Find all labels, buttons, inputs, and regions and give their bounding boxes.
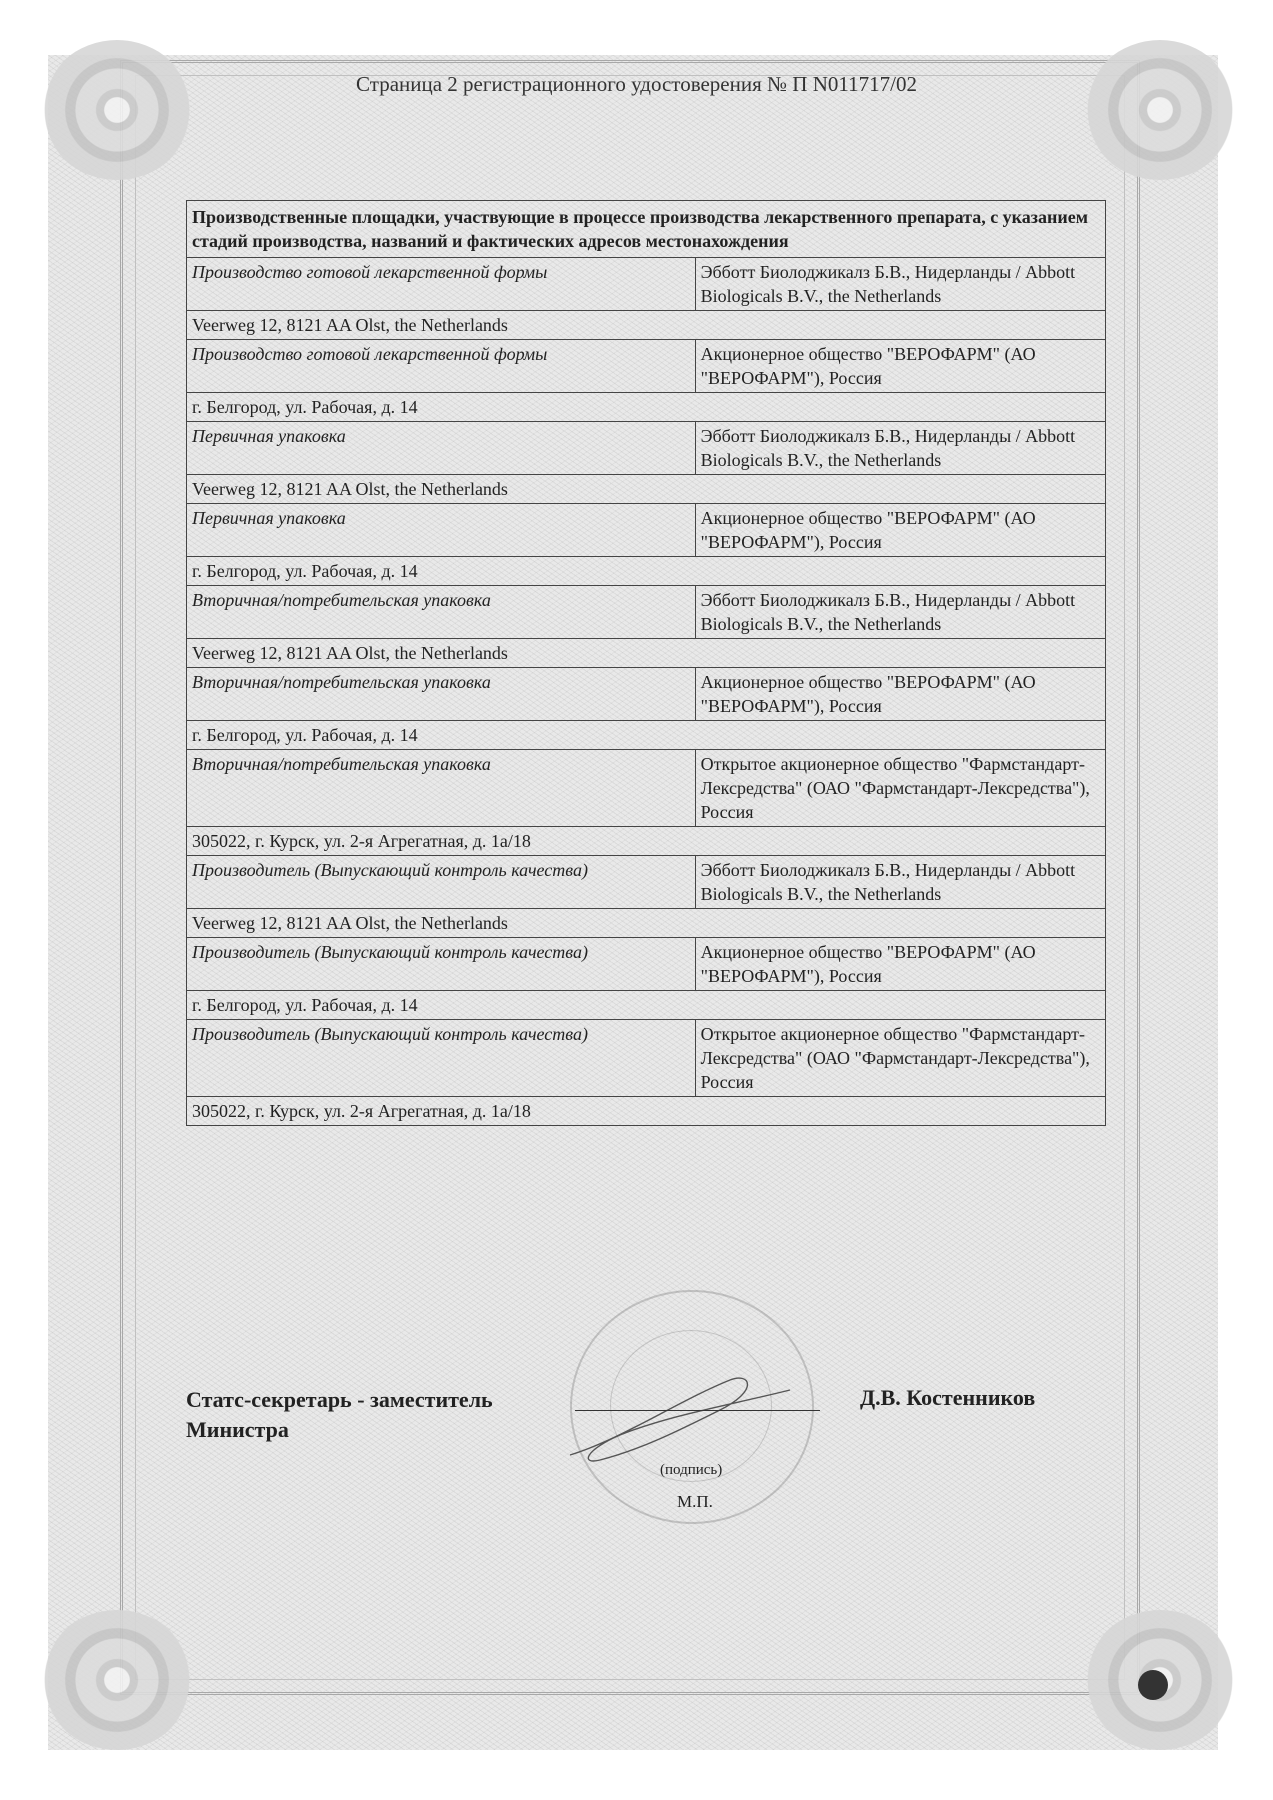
manufacturer-name: Эбботт Биолоджикалз Б.В., Нидерланды / Abbott Biologicals B.V., the Netherlands — [695, 856, 1105, 909]
production-stage: Первичная упаковка — [187, 422, 696, 475]
table-row — [187, 557, 1106, 586]
manufacturer-name: Акционерное общество "ВЕРОФАРМ" (АО "ВЕРОФАРМ"), Россия — [695, 668, 1105, 721]
rosette-ornament-icon — [42, 40, 192, 180]
table-heading: Производственные площадки, участвующие в процессе производства лекарственного препарата, с указанием стадий производства, названий и фактических адресов местонахождения — [187, 201, 1106, 258]
site-address: 305022, г. Курск, ул. 2-я Агрегатная, д. 1а/18 — [187, 827, 1106, 856]
table-row — [187, 258, 1106, 311]
hole-punch-mark-icon — [1138, 1670, 1168, 1700]
production-stage: Вторичная/потребительская упаковка — [187, 586, 696, 639]
site-address: Veerweg 12, 8121 AA Olst, the Netherlands — [187, 909, 1106, 938]
manufacturer-name: Акционерное общество "ВЕРОФАРМ" (АО "ВЕРОФАРМ"), Россия — [695, 504, 1105, 557]
rosette-ornament-icon — [42, 1610, 192, 1750]
table-row — [187, 1020, 1106, 1097]
table-row — [187, 422, 1106, 475]
table-row — [187, 475, 1106, 504]
table-row — [187, 504, 1106, 557]
production-stage: Производство готовой лекарственной формы — [187, 258, 696, 311]
production-sites-table — [186, 200, 1106, 1126]
site-address: 305022, г. Курск, ул. 2-я Агрегатная, д. 1а/18 — [187, 1097, 1106, 1126]
signature-caption: (подпись) — [660, 1462, 723, 1478]
production-stage: Производитель (Выпускающий контроль качества) — [187, 938, 696, 991]
position-line-2: Министра — [186, 1417, 289, 1442]
table-row — [187, 340, 1106, 393]
production-stage: Производитель (Выпускающий контроль качества) — [187, 1020, 696, 1097]
position-line-1: Статс-секретарь - заместитель — [186, 1387, 493, 1412]
site-address: г. Белгород, ул. Рабочая, д. 14 — [187, 393, 1106, 422]
site-address: Veerweg 12, 8121 AA Olst, the Netherlands — [187, 475, 1106, 504]
table-row — [187, 938, 1106, 991]
production-stage: Первичная упаковка — [187, 504, 696, 557]
table-row — [187, 668, 1106, 721]
production-stage: Вторичная/потребительская упаковка — [187, 750, 696, 827]
table-row — [187, 909, 1106, 938]
table-row — [187, 856, 1106, 909]
site-address: г. Белгород, ул. Рабочая, д. 14 — [187, 557, 1106, 586]
table-row — [187, 991, 1106, 1020]
page-title: Страница 2 регистрационного удостоверения № П N011717/02 — [356, 72, 917, 96]
handwritten-signature-icon — [560, 1360, 800, 1470]
production-stage: Производство готовой лекарственной формы — [187, 340, 696, 393]
signature-line — [575, 1410, 820, 1411]
table-row — [187, 639, 1106, 668]
manufacturer-name: Эбботт Биолоджикалз Б.В., Нидерланды / Abbott Biologicals B.V., the Netherlands — [695, 422, 1105, 475]
table-row — [187, 311, 1106, 340]
manufacturer-name: Эбботт Биолоджикалз Б.В., Нидерланды / Abbott Biologicals B.V., the Netherlands — [695, 586, 1105, 639]
table-row — [187, 750, 1106, 827]
rosette-ornament-icon — [1085, 40, 1235, 180]
table-row — [187, 1097, 1106, 1126]
signatory-position — [186, 1385, 493, 1445]
site-address: Veerweg 12, 8121 AA Olst, the Netherlands — [187, 311, 1106, 340]
site-address: г. Белгород, ул. Рабочая, д. 14 — [187, 721, 1106, 750]
production-stage: Вторичная/потребительская упаковка — [187, 668, 696, 721]
signer-name: Д.В. Костенников — [860, 1385, 1036, 1410]
production-stage: Производитель (Выпускающий контроль качества) — [187, 856, 696, 909]
manufacturer-name: Открытое акционерное общество "Фармстандарт-Лексредства" (ОАО "Фармстандарт-Лексредства"), Россия — [695, 1020, 1105, 1097]
seal-label: М.П. — [677, 1492, 713, 1511]
manufacturer-name: Эбботт Биолоджикалз Б.В., Нидерланды / Abbott Biologicals B.V., the Netherlands — [695, 258, 1105, 311]
table-row — [187, 827, 1106, 856]
table-heading-row — [187, 201, 1106, 258]
manufacturer-name: Открытое акционерное общество "Фармстандарт-Лексредства" (ОАО "Фармстандарт-Лексредства"), Россия — [695, 750, 1105, 827]
site-address: Veerweg 12, 8121 AA Olst, the Netherlands — [187, 639, 1106, 668]
manufacturer-name: Акционерное общество "ВЕРОФАРМ" (АО "ВЕРОФАРМ"), Россия — [695, 938, 1105, 991]
table-row — [187, 393, 1106, 422]
manufacturer-name: Акционерное общество "ВЕРОФАРМ" (АО "ВЕРОФАРМ"), Россия — [695, 340, 1105, 393]
table-row — [187, 586, 1106, 639]
site-address: г. Белгород, ул. Рабочая, д. 14 — [187, 991, 1106, 1020]
table-row — [187, 721, 1106, 750]
